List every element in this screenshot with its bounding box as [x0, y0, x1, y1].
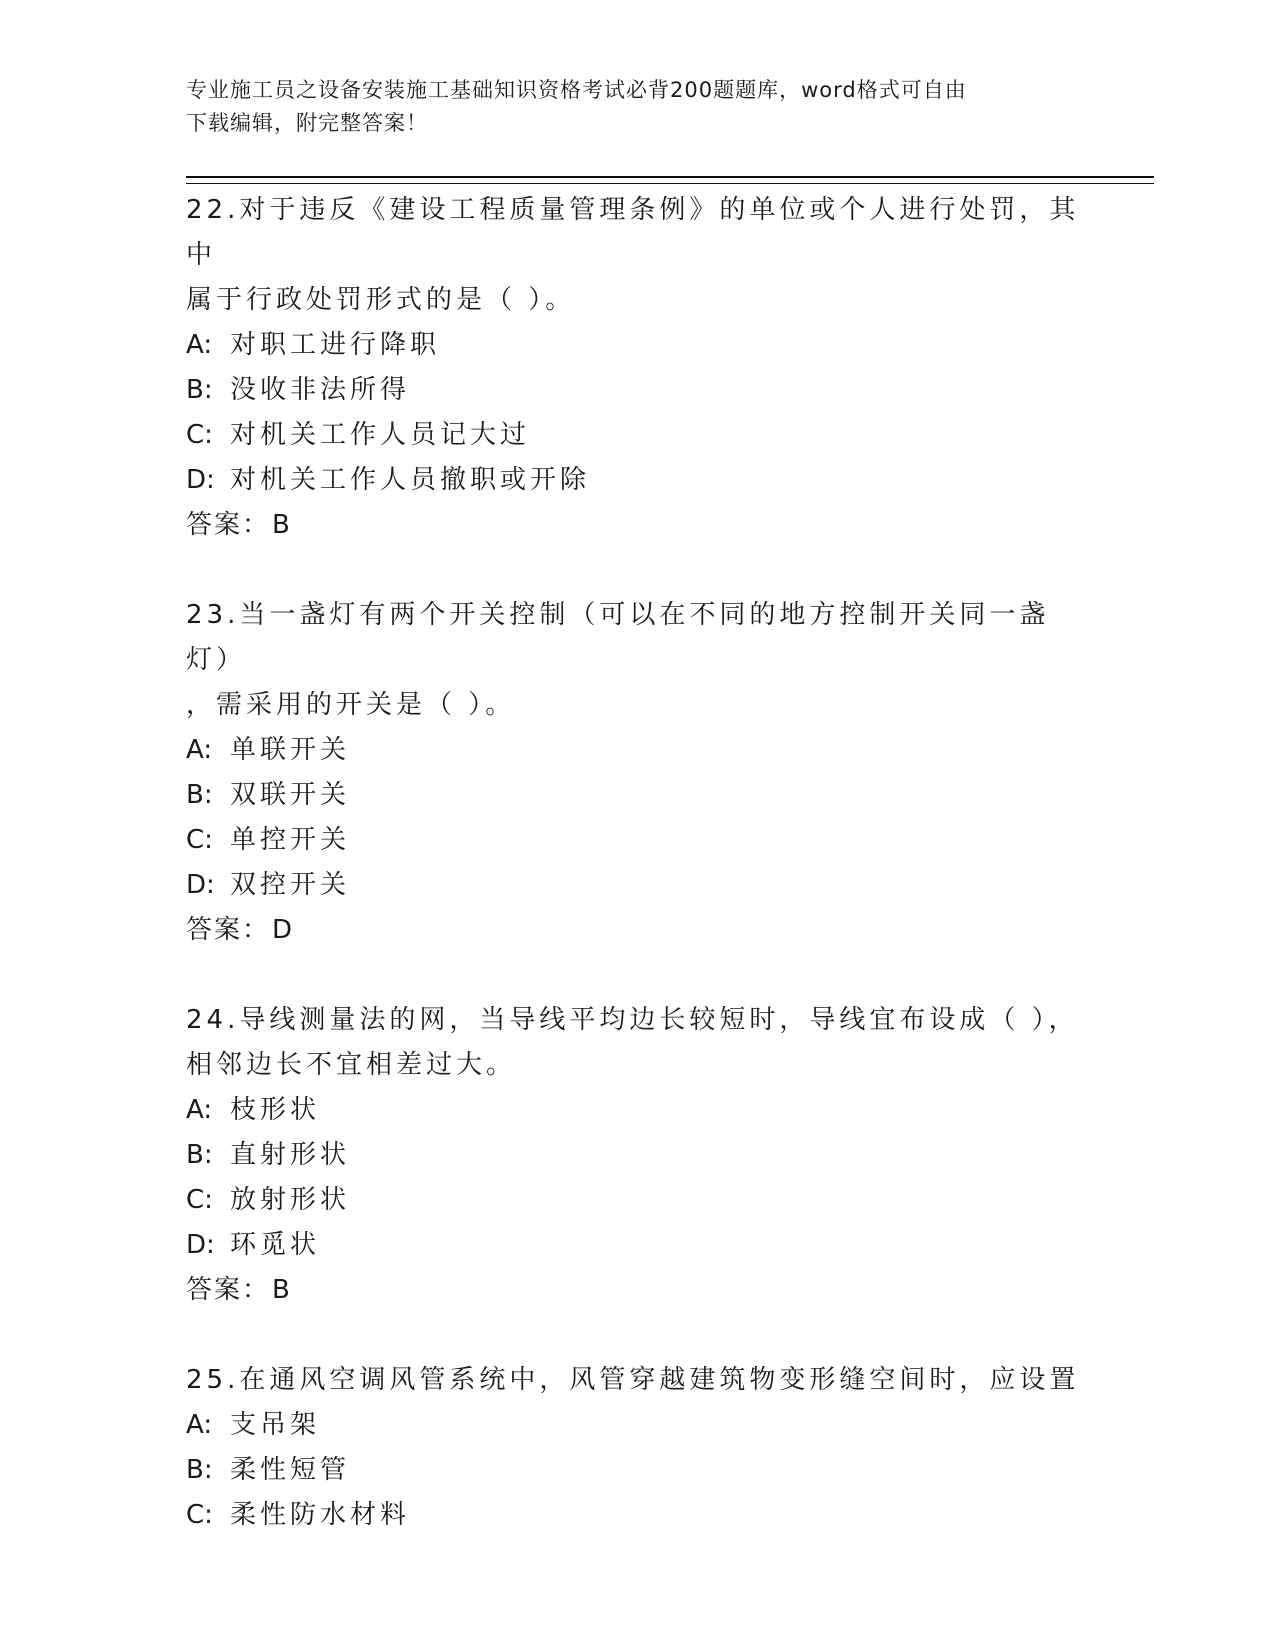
- question-text-line-1: 25.在通风空调风管系统中，风管穿越建筑物变形缝空间时，应设置: [186, 1365, 1080, 1395]
- header-line-1: 专业施工员之设备安装施工基础知识资格考试必背200题题库，word格式可自由: [186, 78, 967, 102]
- option-text: 支吊架: [230, 1410, 321, 1440]
- option-letter: A:: [186, 1095, 213, 1125]
- answer-label: 答案：: [186, 1275, 271, 1305]
- question-text-line-2: ，需采用的开关是（ ）。: [186, 690, 516, 720]
- option-c: [186, 1178, 1086, 1223]
- answer-value: B: [272, 510, 292, 540]
- option-text: 环觅状: [230, 1230, 321, 1260]
- option-d: [186, 458, 1086, 503]
- option-text: 对机关工作人员撤职或开除: [230, 465, 591, 495]
- option-a: [186, 323, 1086, 368]
- header-line-2: 下载编辑，附完整答案！: [186, 111, 428, 135]
- question-text: [186, 998, 1086, 1088]
- option-letter: C:: [186, 420, 213, 450]
- option-text: 双控开关: [230, 870, 351, 900]
- option-text: 单联开关: [230, 735, 351, 765]
- option-c: [186, 818, 1086, 863]
- option-text: 对机关工作人员记大过: [230, 420, 531, 450]
- option-a: [186, 728, 1086, 773]
- question-text: [186, 188, 1086, 323]
- option-letter: B:: [186, 1455, 213, 1485]
- option-letter: C:: [186, 1500, 213, 1530]
- option-a: [186, 1403, 1086, 1448]
- option-text: 枝形状: [230, 1095, 321, 1125]
- question-text: [186, 1358, 1086, 1403]
- option-letter: B:: [186, 375, 213, 405]
- question-text-line-1: 24.导线测量法的网，当导线平均边长较短时，导线宜布设成（ ），: [186, 1005, 1079, 1035]
- option-b: [186, 773, 1086, 818]
- option-text: 直射形状: [230, 1140, 351, 1170]
- question-23: [186, 593, 1086, 953]
- answer-label: 答案：: [186, 915, 271, 945]
- option-text: 对职工进行降职: [230, 330, 441, 360]
- option-letter: C:: [186, 825, 213, 855]
- document-header: [186, 74, 1066, 140]
- option-letter: D:: [186, 465, 215, 495]
- option-b: [186, 1133, 1086, 1178]
- option-c: [186, 1493, 1086, 1538]
- option-c: [186, 413, 1086, 458]
- option-a: [186, 1088, 1086, 1133]
- option-letter: C:: [186, 1185, 213, 1215]
- answer-label: 答案：: [186, 510, 271, 540]
- option-b: [186, 1448, 1086, 1493]
- option-letter: A:: [186, 735, 213, 765]
- option-b: [186, 368, 1086, 413]
- option-text: 放射形状: [230, 1185, 351, 1215]
- option-letter: A:: [186, 330, 213, 360]
- question-text-line-1: 22.对于违反《建设工程质量管理条例》的单位或个人进行处罚，其中: [186, 195, 1080, 270]
- question-25: [186, 1358, 1086, 1538]
- option-letter: A:: [186, 1410, 213, 1440]
- answer-value: B: [272, 1275, 292, 1305]
- question-22: [186, 188, 1086, 548]
- option-letter: D:: [186, 1230, 215, 1260]
- question-24: [186, 998, 1086, 1313]
- question-text: [186, 593, 1086, 728]
- answer: [186, 1268, 1086, 1313]
- question-text-line-2: 属于行政处罚形式的是（ ）。: [186, 285, 576, 315]
- question-list: [186, 188, 1086, 1583]
- option-text: 双联开关: [230, 780, 351, 810]
- option-text: 柔性短管: [230, 1455, 351, 1485]
- question-text-line-1: 23.当一盏灯有两个开关控制（可以在不同的地方控制开关同一盏灯）: [186, 600, 1050, 675]
- option-text: 没收非法所得: [230, 375, 411, 405]
- answer: [186, 908, 1086, 953]
- header-rule-thin: [186, 183, 1154, 184]
- answer-value: D: [272, 915, 295, 945]
- answer: [186, 503, 1086, 548]
- option-letter: D:: [186, 870, 215, 900]
- option-d: [186, 1223, 1086, 1268]
- option-text: 柔性防水材料: [230, 1500, 411, 1530]
- option-letter: B:: [186, 780, 213, 810]
- option-text: 单控开关: [230, 825, 351, 855]
- question-text-line-2: 相邻边长不宜相差过大。: [186, 1050, 517, 1080]
- option-d: [186, 863, 1086, 908]
- header-rule-thick: [186, 176, 1154, 178]
- option-letter: B:: [186, 1140, 213, 1170]
